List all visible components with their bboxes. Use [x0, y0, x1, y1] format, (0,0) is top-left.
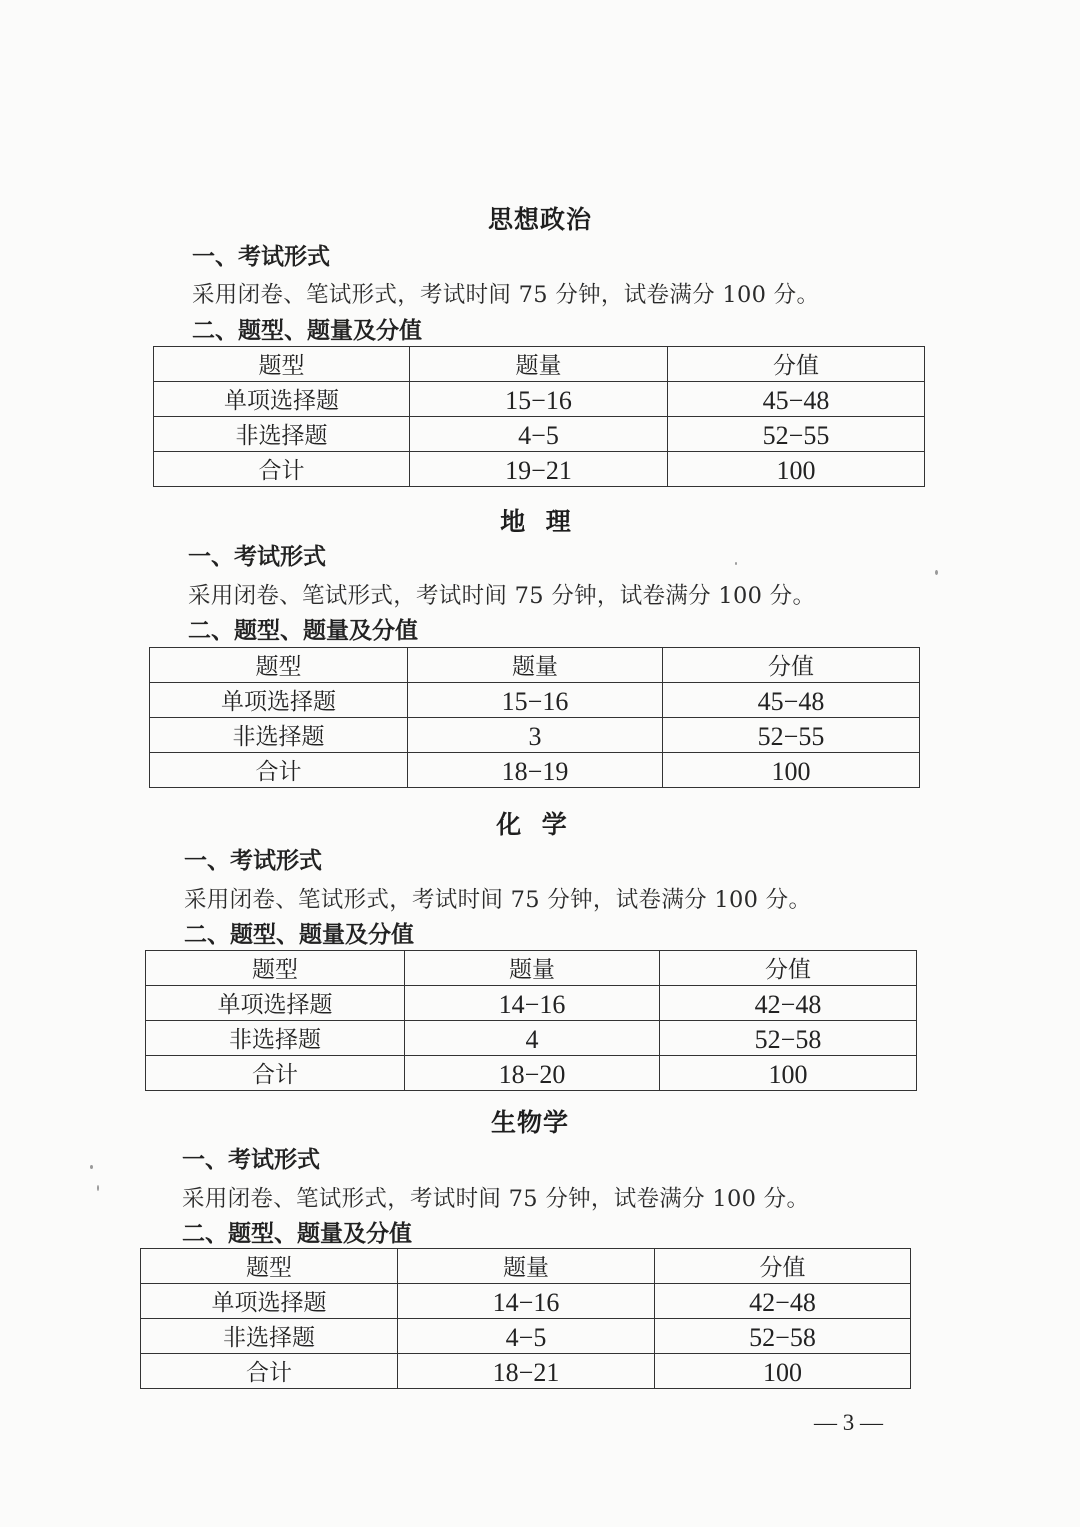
table-row [141, 1319, 911, 1354]
cell-type: 合计 [146, 1056, 405, 1091]
cell-score: 100 [668, 452, 925, 487]
score-table [149, 647, 920, 788]
header-cell: 题型 [150, 648, 408, 683]
cell-count: 14−16 [398, 1284, 655, 1319]
header-cell: 分值 [660, 951, 917, 986]
table-header-row [146, 951, 917, 986]
scan-speck [935, 570, 938, 575]
subject-title: 思想政治 [487, 205, 592, 234]
table-row [141, 1354, 911, 1389]
cell-type: 非选择题 [150, 718, 408, 753]
cell-score: 100 [660, 1056, 917, 1091]
cell-count: 19−21 [410, 452, 668, 487]
cell-type: 单项选择题 [146, 986, 405, 1021]
heading-question-types: 二、题型、题量及分值 [188, 618, 418, 644]
table-row [141, 1284, 911, 1319]
table-row [146, 1021, 917, 1056]
header-cell: 题量 [398, 1249, 655, 1284]
subject-title: 地 理 [500, 507, 572, 536]
table-row [154, 417, 925, 452]
header-cell: 题量 [408, 648, 663, 683]
cell-type: 非选择题 [146, 1021, 405, 1056]
cell-type: 合计 [154, 452, 410, 487]
cell-score: 100 [663, 753, 920, 788]
cell-score: 52−58 [660, 1021, 917, 1056]
table-row [150, 718, 920, 753]
subject-title: 生物学 [490, 1108, 569, 1137]
score-table [153, 346, 925, 487]
heading-exam-format: 一、考试形式 [188, 544, 326, 570]
header-cell: 题量 [410, 347, 668, 382]
header-cell: 分值 [668, 347, 925, 382]
cell-score: 42−48 [655, 1284, 911, 1319]
cell-count: 3 [408, 718, 663, 753]
cell-type: 单项选择题 [150, 683, 408, 718]
score-table [140, 1248, 911, 1389]
header-cell: 题型 [141, 1249, 398, 1284]
cell-type: 非选择题 [154, 417, 410, 452]
header-cell: 分值 [663, 648, 920, 683]
cell-count: 14−16 [405, 986, 660, 1021]
cell-score: 52−55 [663, 718, 920, 753]
cell-count: 15−16 [408, 683, 663, 718]
exam-format-text: 采用闭卷、笔试形式，考试时间 75 分钟，试卷满分 100 分。 [182, 1186, 810, 1212]
table-row [154, 452, 925, 487]
exam-format-text: 采用闭卷、笔试形式，考试时间 75 分钟，试卷满分 100 分。 [188, 583, 816, 609]
table-row [150, 753, 920, 788]
cell-score: 45−48 [663, 683, 920, 718]
cell-score: 52−58 [655, 1319, 911, 1354]
scan-speck [90, 1165, 93, 1169]
cell-count: 4−5 [398, 1319, 655, 1354]
table-header-row [141, 1249, 911, 1284]
table-header-row [154, 347, 925, 382]
cell-count: 18−20 [405, 1056, 660, 1091]
scan-speck [735, 562, 737, 565]
heading-exam-format: 一、考试形式 [192, 244, 330, 270]
cell-type: 非选择题 [141, 1319, 398, 1354]
score-table [145, 950, 917, 1091]
cell-type: 单项选择题 [154, 382, 410, 417]
subject-title: 化 学 [496, 810, 568, 839]
cell-score: 100 [655, 1354, 911, 1389]
cell-count: 4 [405, 1021, 660, 1056]
exam-format-text: 采用闭卷、笔试形式，考试时间 75 分钟，试卷满分 100 分。 [184, 887, 812, 913]
heading-exam-format: 一、考试形式 [184, 848, 322, 874]
header-cell: 题型 [146, 951, 405, 986]
table-row [154, 382, 925, 417]
cell-count: 4−5 [410, 417, 668, 452]
cell-type: 合计 [150, 753, 408, 788]
scan-speck [97, 1185, 99, 1191]
heading-question-types: 二、题型、题量及分值 [182, 1221, 412, 1247]
header-cell: 题量 [405, 951, 660, 986]
header-cell: 题型 [154, 347, 410, 382]
cell-count: 18−21 [398, 1354, 655, 1389]
table-row [146, 986, 917, 1021]
cell-type: 单项选择题 [141, 1284, 398, 1319]
heading-question-types: 二、题型、题量及分值 [192, 318, 422, 344]
cell-score: 45−48 [668, 382, 925, 417]
cell-type: 合计 [141, 1354, 398, 1389]
table-header-row [150, 648, 920, 683]
cell-score: 52−55 [668, 417, 925, 452]
heading-exam-format: 一、考试形式 [182, 1147, 320, 1173]
cell-count: 15−16 [410, 382, 668, 417]
cell-score: 42−48 [660, 986, 917, 1021]
exam-format-text: 采用闭卷、笔试形式，考试时间 75 分钟，试卷满分 100 分。 [192, 282, 820, 308]
cell-count: 18−19 [408, 753, 663, 788]
heading-question-types: 二、题型、题量及分值 [184, 922, 414, 948]
page-number: — 3 — [814, 1410, 883, 1435]
table-row [146, 1056, 917, 1091]
header-cell: 分值 [655, 1249, 911, 1284]
table-row [150, 683, 920, 718]
